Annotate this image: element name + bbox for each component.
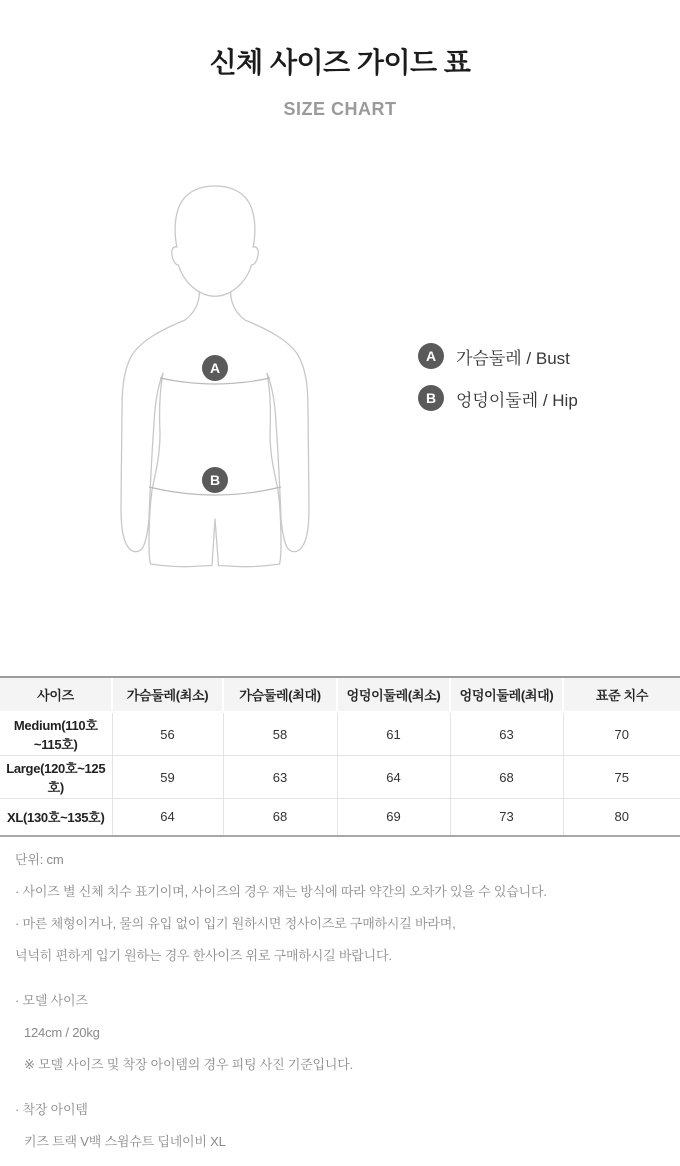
hip-marker-b: B [202, 467, 228, 493]
bust-marker-a: A [202, 355, 228, 381]
row-size-label: XL(130호~135호) [0, 799, 112, 835]
model-size-reference: ※ 모델 사이즈 및 착장 아이템의 경우 피팅 사진 기준입니다. [24, 1056, 354, 1072]
model-size-title: · 모델 사이즈 [15, 992, 88, 1008]
note-measure-tolerance: · 사이즈 별 신체 치수 표기이며, 사이즈의 경우 재는 방식에 따라 약간의 오차가 있을 수 있습니다. [15, 883, 547, 899]
row-size-label: Medium(110호~115호) [0, 712, 112, 756]
cell-value: 70 [563, 712, 680, 756]
size-table [0, 678, 680, 835]
cell-value: 64 [112, 799, 223, 835]
legend-label-hip: 엉덩이둘레 / Hip [456, 390, 578, 410]
model-size-value: 124cm / 20kg [24, 1024, 100, 1040]
cell-value: 59 [112, 756, 223, 799]
col-header-hip-min: 엉덩이둘레(최소) [337, 678, 450, 712]
cell-value: 75 [563, 756, 680, 799]
row-size-label: Large(120호~125호) [0, 756, 112, 799]
body-silhouette-illustration [119, 183, 315, 585]
note-fit-advice-2: 넉넉히 편하게 입기 원하는 경우 한사이즈 위로 구매하시길 바랍니다. [15, 947, 392, 963]
col-header-bust-max: 가슴둘레(최대) [223, 678, 337, 712]
cell-value: 63 [450, 712, 563, 756]
note-fit-advice-1: · 마른 체형이거나, 물의 유입 없이 입기 원하시면 정사이즈로 구매하시길 바라며, [15, 915, 456, 931]
unit-note: 단위: cm [15, 851, 64, 867]
page-title: 신체 사이즈 가이드 표 [209, 47, 471, 78]
legend-row-bust [418, 343, 578, 369]
cell-value: 68 [223, 799, 337, 835]
outfit-item: 키즈 트랙 V백 스윔슈트 딥네이비 XL [24, 1133, 226, 1149]
col-header-hip-max: 엉덩이둘레(최대) [450, 678, 563, 712]
cell-value: 73 [450, 799, 563, 835]
cell-value: 61 [337, 712, 450, 756]
page-header [0, 0, 680, 120]
col-header-bust-min: 가슴둘레(최소) [112, 678, 223, 712]
size-table-header-row [0, 678, 680, 712]
legend-badge-b: B [418, 385, 444, 411]
measurement-legend [418, 343, 578, 427]
cell-value: 69 [337, 799, 450, 835]
outfit-title: · 착장 아이템 [15, 1101, 88, 1117]
cell-value: 80 [563, 799, 680, 835]
size-guide-notes [0, 837, 680, 1166]
size-table-container [0, 676, 680, 837]
table-row [0, 799, 680, 835]
cell-value: 68 [450, 756, 563, 799]
legend-badge-a: A [418, 343, 444, 369]
cell-value: 64 [337, 756, 450, 799]
col-header-size: 사이즈 [0, 678, 112, 712]
legend-row-hip [418, 385, 578, 411]
page-subtitle: SIZE CHART [283, 99, 397, 119]
legend-label-bust: 가슴둘레 / Bust [456, 348, 570, 368]
table-row [0, 712, 680, 756]
cell-value: 63 [223, 756, 337, 799]
col-header-standard: 표준 치수 [563, 678, 680, 712]
cell-value: 56 [112, 712, 223, 756]
body-measurement-diagram [0, 120, 680, 676]
cell-value: 58 [223, 712, 337, 756]
table-row [0, 756, 680, 799]
